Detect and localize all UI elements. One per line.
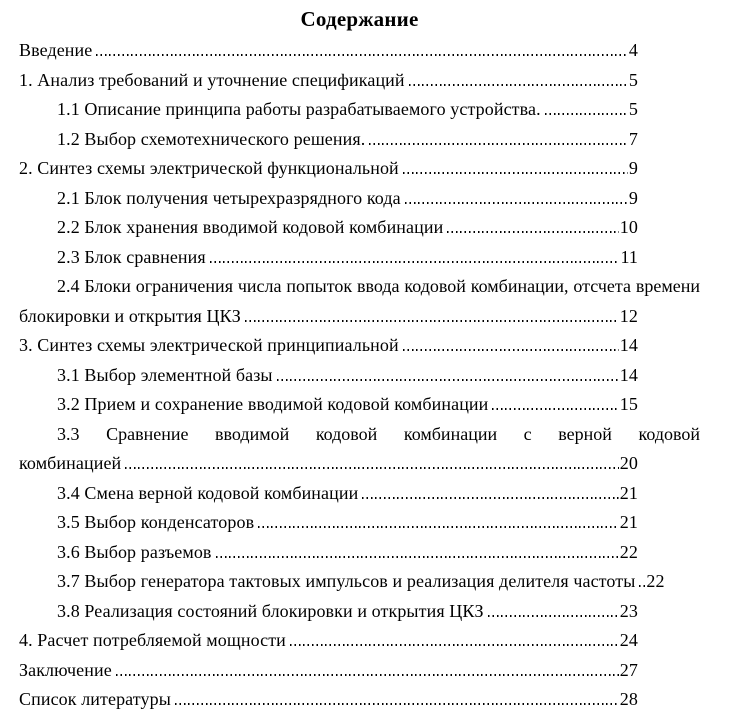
dot-leader	[447, 231, 618, 233]
dot-leader	[96, 54, 628, 56]
toc-entry-text: 2.2 Блок хранения вводимой кодовой комбинации	[57, 217, 444, 237]
dot-leader	[245, 320, 619, 322]
toc-entry-text: 1.2 Выбор схемотехнического решения.	[57, 128, 366, 149]
toc-entry[interactable]	[19, 66, 638, 96]
toc-entry-text: Заключение	[19, 659, 112, 680]
toc-page-number: 5	[628, 69, 638, 90]
dot-leader	[362, 497, 618, 499]
toc-entry[interactable]	[19, 538, 638, 568]
toc-page-number: 15	[619, 394, 638, 414]
dot-leader	[409, 84, 628, 86]
toc-entry[interactable]	[19, 331, 638, 361]
dot-leader	[277, 379, 619, 381]
toc-page-number: 14	[619, 364, 638, 385]
toc-entry-text: 3.4 Смена верной кодовой комбинации	[57, 482, 359, 503]
toc-entry-text: комбинацией	[19, 453, 122, 473]
dot-leader	[639, 585, 645, 587]
toc-entry[interactable]	[19, 597, 638, 627]
dot-leader	[403, 172, 628, 174]
toc-entry[interactable]	[19, 479, 638, 509]
toc-entry[interactable]	[19, 449, 638, 479]
toc-entry-text: 4. Расчет потребляемой мощности	[19, 630, 286, 650]
toc-entry[interactable]	[19, 213, 638, 243]
toc-entry-text: 2. Синтез схемы электрической функциональной	[19, 158, 399, 178]
toc-entry[interactable]	[19, 390, 638, 420]
dot-leader	[488, 615, 619, 617]
toc-entry-text: Введение	[19, 40, 93, 60]
toc-page-number: 14	[619, 335, 638, 355]
toc-entry-text: 1.1 Описание принципа работы разрабатываемого устройства.	[57, 99, 541, 119]
toc-entry-text: 3.1 Выбор элементной базы	[57, 364, 273, 385]
dot-leader	[175, 703, 619, 705]
dot-leader	[492, 408, 618, 410]
dot-leader	[116, 674, 619, 676]
toc-entry[interactable]	[19, 95, 638, 125]
dot-leader	[403, 349, 619, 351]
toc-entry[interactable]	[19, 243, 638, 273]
toc-entry-text: 3. Синтез схемы электрической принципиальной	[19, 335, 399, 355]
dot-leader	[216, 556, 619, 558]
toc-page-number: 23	[619, 600, 638, 621]
dot-leader	[369, 143, 628, 145]
toc-entry-text: 3.2 Прием и сохранение вводимой кодовой комбинации	[57, 394, 489, 414]
page-title: Содержание	[300, 7, 419, 31]
toc-entry-text: 2.1 Блок получения четырехразрядного кода	[57, 187, 401, 208]
toc-entry[interactable]	[19, 626, 638, 656]
toc-page-number: 9	[628, 158, 638, 178]
toc-page-number: 12	[619, 305, 638, 326]
toc-page-number: 4	[628, 40, 638, 60]
toc-entry-wrapped-line[interactable]: 2.4 Блоки ограничения числа попыток ввода кодовой комбинации, отсчета времени	[57, 276, 700, 296]
toc-page-number: 21	[619, 482, 638, 503]
toc-page-number: 21	[619, 512, 638, 532]
toc-page-number: 24	[619, 630, 638, 650]
dot-leader	[405, 202, 628, 204]
toc-entry[interactable]	[19, 361, 638, 391]
toc-entry[interactable]	[19, 154, 638, 184]
dot-leader	[290, 644, 619, 646]
toc-page-number: 11	[620, 246, 638, 267]
toc-page-number: 27	[619, 659, 638, 680]
toc-entry-text: 1. Анализ требований и уточнение спецификаций	[19, 69, 405, 90]
dot-leader	[125, 467, 619, 469]
toc-page-number: 28	[619, 689, 638, 709]
toc-page-number: 22	[619, 541, 638, 562]
toc-entry[interactable]	[19, 184, 638, 214]
toc-entry-text: 2.3 Блок сравнения	[57, 246, 206, 267]
toc-page-number: 7	[628, 128, 638, 149]
toc-entry-text: 3.5 Выбор конденсаторов	[57, 512, 255, 532]
dot-leader	[258, 526, 619, 528]
toc-entry[interactable]	[19, 656, 638, 686]
toc-entry[interactable]	[19, 36, 638, 66]
toc-entry[interactable]	[19, 125, 638, 155]
toc-entry-text: блокировки и открытия ЦКЗ	[19, 305, 241, 326]
toc-page-number: 9	[628, 187, 638, 208]
toc-page-number: 20	[619, 453, 638, 473]
toc-entry-text: 3.7 Выбор генератора тактовых импульсов и реализация делителя частоты	[57, 571, 636, 591]
toc-entry[interactable]	[19, 508, 638, 538]
toc-entry-wrapped-line[interactable]: 3.3 Сравнение вводимой кодовой комбинации с верной кодовой	[57, 423, 700, 444]
toc-list	[19, 36, 700, 715]
toc-entry-text: 3.6 Выбор разъемов	[57, 541, 212, 562]
toc-page-number: 5	[628, 99, 638, 119]
toc-entry-text: Список литературы	[19, 689, 171, 709]
toc-page-number: 10	[619, 217, 638, 237]
dot-leader	[545, 113, 628, 115]
toc-entry[interactable]	[19, 685, 638, 715]
toc-entry[interactable]	[19, 302, 638, 332]
dot-leader	[210, 261, 620, 263]
toc-entry[interactable]	[19, 567, 665, 597]
toc-page-number: 22	[646, 571, 665, 591]
toc-entry-text: 3.8 Реализация состояний блокировки и открытия ЦКЗ	[57, 600, 484, 621]
